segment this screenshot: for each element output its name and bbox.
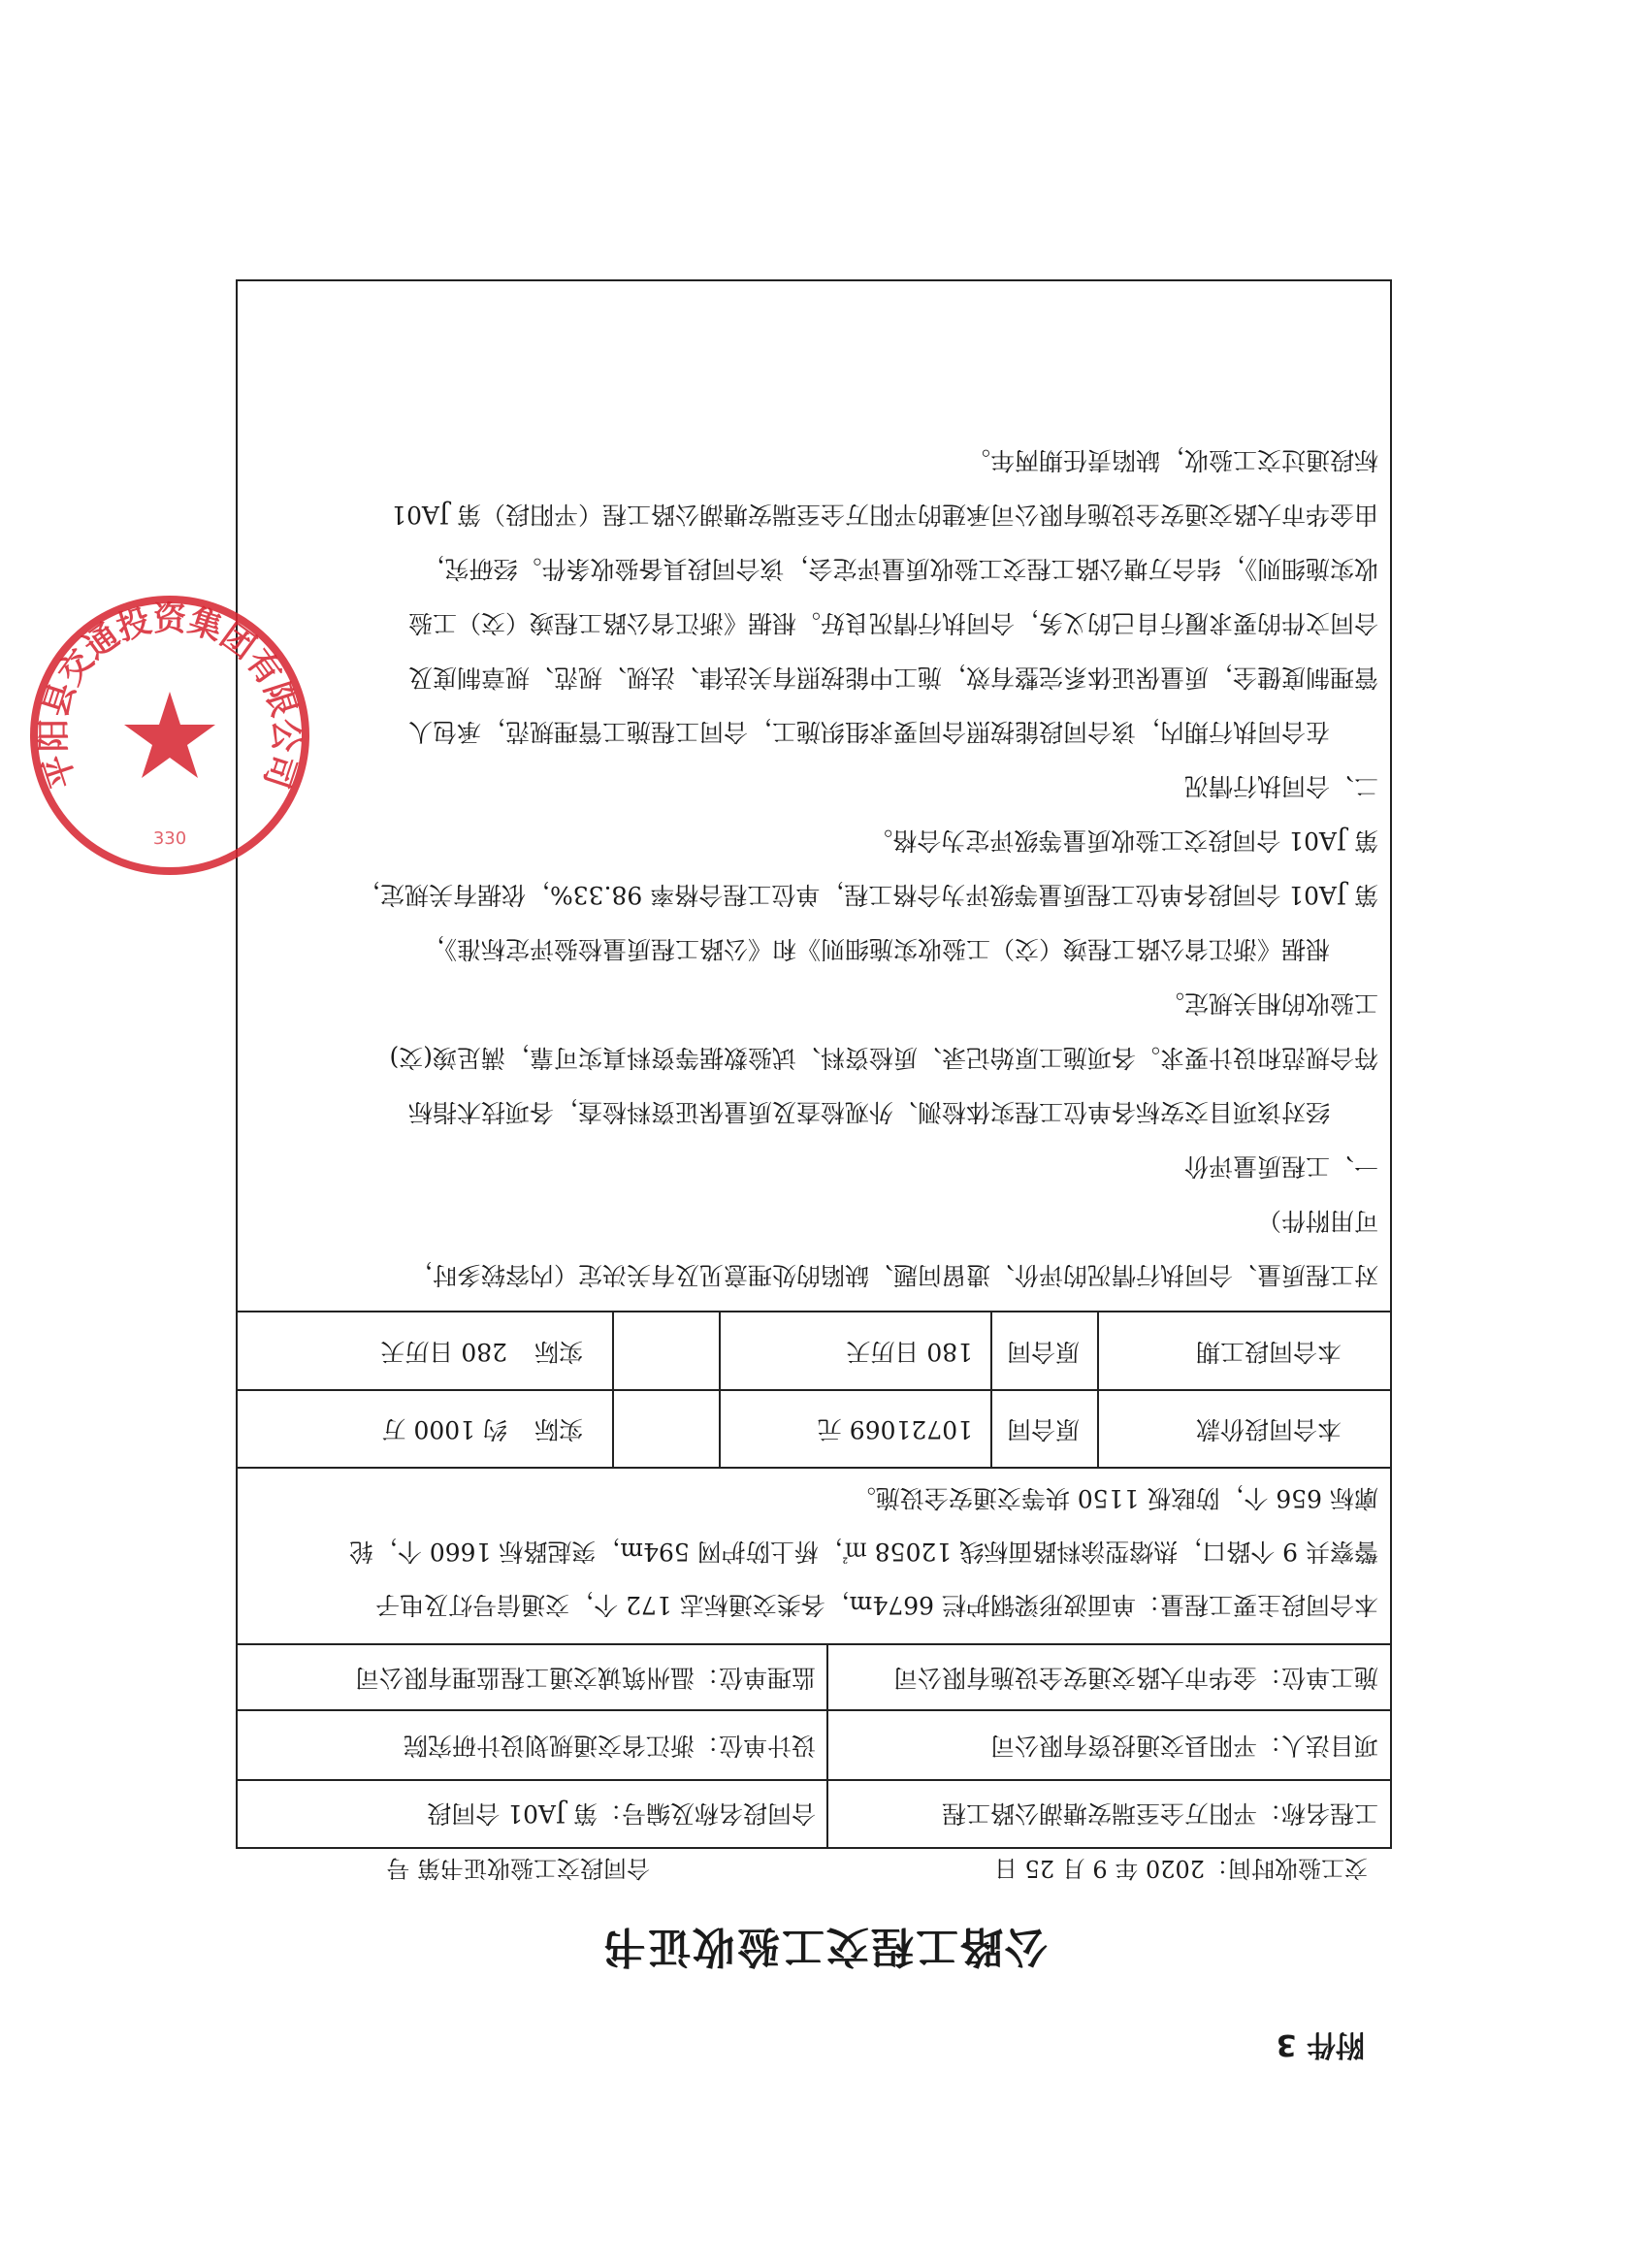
duration-actual-label: 实际 (534, 1338, 583, 1366)
handover-time: 交工验收时间：2020 年 9 月 25 日 (993, 1855, 1368, 1882)
section2-title: 二、合同执行情况 (1183, 772, 1378, 800)
duration-original-label: 原合同 (1006, 1338, 1080, 1366)
main-works (349, 1472, 1378, 1632)
duration-original-value: 180 日历天 (846, 1338, 973, 1366)
main-works-line: 警察共 9 个路口，热熔型涂料路面标线 12058 ㎡，桥上防护网 594m，突起路标 1660 个，轮 (348, 1538, 1378, 1566)
section1-line: 第 JA01 合同段各单位工程质量等级评为合格工程，单位工程合格率 98.33%，依据有关规定， (355, 881, 1378, 909)
legal-entity: 项目法人：平阳县交通投资有限公司 (989, 1732, 1378, 1760)
certificate-number: 合同段交工验收证书第 号 (386, 1855, 650, 1882)
attachment-label: 附件 3 (1276, 2027, 1365, 2061)
main-works-line: 本合同段主要工程量：单面波形梁钢护栏 6674m，各类交通标志 172 个，交通信号灯及电子 (375, 1591, 1378, 1619)
evaluation-intro: 可用附件） (1256, 1207, 1378, 1235)
evaluation-section (356, 433, 1378, 1302)
section2-line: 由金华市大路交通安全设施有限公司承建的平阳万全至瑞安塘湖公路工程（平阳段）第 JA01 (391, 501, 1378, 529)
design-unit: 设计单位：浙江省交通规划设计研究院 (403, 1732, 816, 1760)
section1-line: 工验收的相关规定。 (1159, 989, 1378, 1018)
construction-unit: 施工单位：金华市大路交通安全设施有限公司 (892, 1664, 1378, 1692)
page-title: 公路工程交工验收证书 (601, 1922, 1048, 1971)
seal-text: 平阳县交通投资集团有限公司 (34, 599, 306, 794)
price-original-value: 10721069 元 (817, 1415, 973, 1443)
section1-line: 第 JA01 合同段交工验收质量等级评定为合格。 (868, 826, 1378, 855)
certificate-table (236, 279, 1392, 1849)
section1-line: 根据《浙江省公路工程竣（交）工验收实施细则》和《公路工程质量检验评定标准》， (420, 935, 1330, 963)
supervision-unit: 监理单位：温州筑诚交通工程监理有限公司 (354, 1664, 816, 1692)
price-actual-label: 实际 (534, 1415, 583, 1443)
section1-title: 一、工程质量评价 (1183, 1152, 1378, 1181)
price-actual-value: 约 1000 万 (381, 1415, 507, 1443)
official-seal (24, 590, 315, 881)
duration-actual-value: 280 日历天 (380, 1338, 507, 1366)
section2-line: 标段通过交工验收，缺陷责任期两年。 (965, 446, 1378, 474)
section1-line: 经对该项目交安标各单位工程实体检测、外观检查及质量保证资料检查，各项技术指标 (407, 1098, 1330, 1126)
section2-line: 在合同执行期内，该合同段能按照合同要求组织施工，合同工程施工管理规范，承包人 (407, 718, 1330, 746)
evaluation-intro: 对工程质量、合同执行情况的评价、遗留问题、缺陷的处理意见及有关决定（内容较多时， (407, 1261, 1378, 1289)
section1-line: 符合规范和设计要求。各项施工原始记录、质检资料、试验数据等资料真实可靠，满足竣(交) (389, 1044, 1378, 1072)
main-works-line: 廓标 656 个，防眩板 1150 块等交通安全设施。 (851, 1484, 1378, 1512)
seal-number: 330 (152, 828, 187, 849)
section2-line: 合同文件的要求履行自己的义务，合同执行情况良好。根据《浙江省公路工程竣（交）工验 (407, 609, 1378, 637)
section2-line: 收实施细则》，结合万塘公路工程交工验收质量评定会，该合同段具备验收条件。经研究， (420, 555, 1378, 583)
project-name: 工程名称：平阳万全至瑞安塘湖公路工程 (941, 1799, 1378, 1828)
duration-label: 本合同段工期 (1195, 1338, 1342, 1366)
contract-section: 合同段名称及编号：第 JA01 合同段 (427, 1799, 816, 1828)
price-original-label: 原合同 (1006, 1415, 1080, 1443)
section2-line: 管理制度健全，质量保证体系完整有效，施工中能按照有关法律、法规、规范、规章制度及 (407, 664, 1378, 692)
price-label: 本合同段价款 (1195, 1415, 1342, 1443)
